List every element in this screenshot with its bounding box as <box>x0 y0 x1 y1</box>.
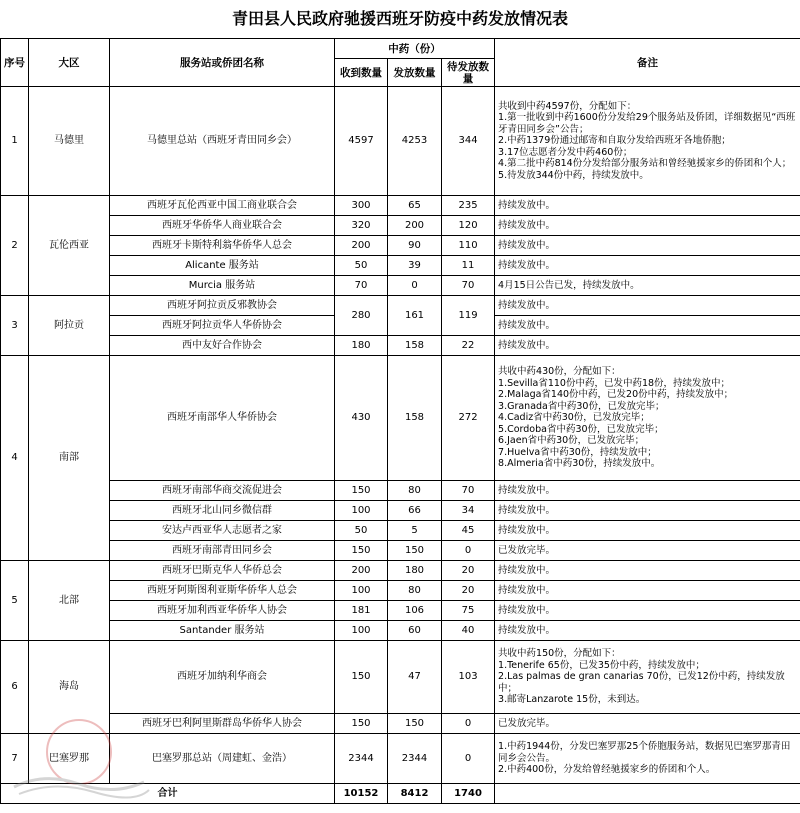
distributed-cell: 4253 <box>388 87 442 196</box>
pending-cell: 22 <box>442 336 495 356</box>
table-row <box>1 216 800 236</box>
remarks-line: 3.17位志愿者分发中药460份； <box>498 146 633 158</box>
station-cell: 西中友好合作协会 <box>110 336 335 356</box>
station-cell: 西班牙阿拉贡华人华侨协会 <box>110 316 335 336</box>
table-row <box>1 541 800 561</box>
total-distributed: 8412 <box>388 784 442 804</box>
distribution-table <box>0 38 800 804</box>
pending-cell: 0 <box>442 541 495 561</box>
remarks-cell: 持续发放中。 <box>495 196 800 216</box>
station-cell: 西班牙加纳利华商会 <box>110 641 335 714</box>
header-received: 收到数量 <box>335 59 388 87</box>
distributed-cell: 161 <box>388 296 442 336</box>
distributed-cell: 80 <box>388 581 442 601</box>
header-station: 服务站或侨团名称 <box>110 39 335 87</box>
distributed-cell: 2344 <box>388 734 442 784</box>
station-cell: 西班牙南部青田同乡会 <box>110 541 335 561</box>
seq-cell: 1 <box>1 87 29 196</box>
remarks-cell: 4月15日公告已发，持续发放中。 <box>495 276 800 296</box>
received-cell: 100 <box>335 501 388 521</box>
remarks-line: 2.中药400份，分发给曾经驰援家乡的侨团和个人。 <box>498 764 716 776</box>
pending-cell: 70 <box>442 481 495 501</box>
received-cell: 4597 <box>335 87 388 196</box>
pending-cell: 0 <box>442 734 495 784</box>
received-cell: 200 <box>335 236 388 256</box>
remarks-line: 2.中药1379份通过邮寄和自取分发给西班牙各地侨胞； <box>498 135 731 147</box>
remarks-cell <box>495 356 800 481</box>
remarks-cell: 已发放完毕。 <box>495 541 800 561</box>
station-cell: 西班牙北山同乡微信群 <box>110 501 335 521</box>
distributed-cell: 39 <box>388 256 442 276</box>
header-row <box>1 39 800 59</box>
remarks-line: 3.Granada省中药30份，已发放完毕； <box>498 400 665 412</box>
remarks-cell: 持续发放中。 <box>495 521 800 541</box>
remarks-cell: 持续发放中。 <box>495 256 800 276</box>
station-cell: 西班牙卡斯特利翁华侨华人总会 <box>110 236 335 256</box>
distributed-cell: 180 <box>388 561 442 581</box>
station-cell: 西班牙阿斯图利亚斯华侨华人总会 <box>110 581 335 601</box>
remarks-line: 5.Cordoba省中药30份，已发放完毕； <box>498 423 664 435</box>
pending-cell: 20 <box>442 561 495 581</box>
pending-cell: 45 <box>442 521 495 541</box>
table-row <box>1 601 800 621</box>
total-label: 合计 <box>1 784 335 804</box>
table-row <box>1 87 800 196</box>
distributed-cell: 106 <box>388 601 442 621</box>
region-cell: 海岛 <box>29 641 110 734</box>
region-cell: 瓦伦西亚 <box>29 196 110 296</box>
station-cell: Murcia 服务站 <box>110 276 335 296</box>
received-cell: 180 <box>335 336 388 356</box>
header-medicine: 中药（份） <box>335 39 495 59</box>
remarks-line: 1.中药1944份，分发巴塞罗那25个侨胞服务站，数据见巴塞罗那青田同乡会公告。 <box>498 741 791 764</box>
remarks-cell: 持续发放中。 <box>495 481 800 501</box>
remarks-cell <box>495 641 800 714</box>
received-cell: 150 <box>335 481 388 501</box>
pending-cell: 235 <box>442 196 495 216</box>
pending-cell: 272 <box>442 356 495 481</box>
remarks-cell: 持续发放中。 <box>495 316 800 336</box>
station-cell: 西班牙巴斯克华人华侨总会 <box>110 561 335 581</box>
remarks-line: 共收中药150份，分配如下： <box>498 648 621 660</box>
distributed-cell: 80 <box>388 481 442 501</box>
station-cell: 巴塞罗那总站（周建虹、金浩） <box>110 734 335 784</box>
distributed-cell: 158 <box>388 336 442 356</box>
total-received: 10152 <box>335 784 388 804</box>
received-cell: 150 <box>335 541 388 561</box>
station-cell: 西班牙华侨华人商业联合会 <box>110 216 335 236</box>
distributed-cell: 150 <box>388 541 442 561</box>
remarks-line: 6.Jaen省中药30份，已发放完毕； <box>498 435 645 447</box>
distributed-cell: 150 <box>388 714 442 734</box>
region-cell: 阿拉贡 <box>29 296 110 356</box>
distributed-cell: 0 <box>388 276 442 296</box>
header-distributed: 发放数量 <box>388 59 442 87</box>
pending-cell: 120 <box>442 216 495 236</box>
station-cell: 西班牙加利西亚华侨华人协会 <box>110 601 335 621</box>
region-cell: 马德里 <box>29 87 110 196</box>
remarks-line: 8.Almeria省中药30份，持续发放中。 <box>498 458 661 470</box>
remarks-line: 共收中药430份，分配如下： <box>498 366 621 378</box>
station-cell: 安达卢西亚华人志愿者之家 <box>110 521 335 541</box>
seq-cell: 6 <box>1 641 29 734</box>
remarks-cell: 持续发放中。 <box>495 336 800 356</box>
distributed-cell: 47 <box>388 641 442 714</box>
station-cell: 西班牙阿拉贡反邪教协会 <box>110 296 335 316</box>
pending-cell: 75 <box>442 601 495 621</box>
received-cell: 100 <box>335 581 388 601</box>
remarks-line: 1.Sevilla省110份中药，已发中药18份，持续发放中； <box>498 377 731 389</box>
station-cell: 西班牙南部华商交流促进会 <box>110 481 335 501</box>
remarks-cell: 持续发放中。 <box>495 296 800 316</box>
remarks-line: 4.第二批中药814份分发给部分服务站和曾经驰援家乡的侨团和个人； <box>498 158 792 170</box>
pending-cell: 11 <box>442 256 495 276</box>
header-seq: 序号 <box>1 39 29 87</box>
distributed-cell: 200 <box>388 216 442 236</box>
remarks-cell <box>495 87 800 196</box>
total-row <box>1 784 800 804</box>
station-cell: 西班牙瓦伦西亚中国工商业联合会 <box>110 196 335 216</box>
remarks-cell: 持续发放中。 <box>495 236 800 256</box>
header-pending: 待发放数量 <box>442 59 495 87</box>
distributed-cell: 158 <box>388 356 442 481</box>
distributed-cell: 90 <box>388 236 442 256</box>
total-remarks <box>495 784 800 804</box>
table-row <box>1 521 800 541</box>
remarks-cell: 持续发放中。 <box>495 216 800 236</box>
total-pending: 1740 <box>442 784 495 804</box>
pending-cell: 40 <box>442 621 495 641</box>
remarks-line: 4.Cadiz省中药30份，已发放完毕； <box>498 412 650 424</box>
distributed-cell: 5 <box>388 521 442 541</box>
table-row <box>1 501 800 521</box>
table-row <box>1 641 800 714</box>
received-cell: 181 <box>335 601 388 621</box>
pending-cell: 20 <box>442 581 495 601</box>
pending-cell: 344 <box>442 87 495 196</box>
table-row <box>1 296 800 316</box>
received-cell: 70 <box>335 276 388 296</box>
region-cell: 北部 <box>29 561 110 641</box>
received-cell: 150 <box>335 714 388 734</box>
distributed-cell: 65 <box>388 196 442 216</box>
station-cell: 马德里总站（西班牙青田同乡会） <box>110 87 335 196</box>
seq-cell: 7 <box>1 734 29 784</box>
received-cell: 2344 <box>335 734 388 784</box>
remarks-line: 共收到中药4597份，分配如下： <box>498 100 637 112</box>
seq-cell: 2 <box>1 196 29 296</box>
pending-cell: 103 <box>442 641 495 714</box>
received-cell: 100 <box>335 621 388 641</box>
received-cell: 300 <box>335 196 388 216</box>
pending-cell: 70 <box>442 276 495 296</box>
header-remarks: 备注 <box>495 39 800 87</box>
distributed-cell: 60 <box>388 621 442 641</box>
header-region: 大区 <box>29 39 110 87</box>
table-row <box>1 276 800 296</box>
remarks-line: 1.Tenerife 65份，已发35份中药，持续发放中； <box>498 659 705 671</box>
pending-cell: 119 <box>442 296 495 336</box>
received-cell: 280 <box>335 296 388 336</box>
table-row <box>1 236 800 256</box>
remarks-cell <box>495 734 800 784</box>
table-row <box>1 581 800 601</box>
received-cell: 200 <box>335 561 388 581</box>
table-row <box>1 196 800 216</box>
remarks-line: 2.Malaga省140份中药，已发20份中药，持续发放中； <box>498 389 734 401</box>
region-cell: 巴塞罗那 <box>29 734 110 784</box>
received-cell: 430 <box>335 356 388 481</box>
remarks-cell: 持续发放中。 <box>495 501 800 521</box>
table-row <box>1 714 800 734</box>
remarks-line: 1.第一批收到中药1600份分发给29个服务站及侨团，详细数据见“西班牙青田同乡会”公告； <box>498 112 796 135</box>
page-title: 青田县人民政府驰援西班牙防疫中药发放情况表 <box>231 9 568 28</box>
seq-cell: 5 <box>1 561 29 641</box>
pending-cell: 34 <box>442 501 495 521</box>
received-cell: 50 <box>335 256 388 276</box>
table-row <box>1 336 800 356</box>
received-cell: 320 <box>335 216 388 236</box>
remarks-cell: 已发放完毕。 <box>495 714 800 734</box>
station-cell: 西班牙巴利阿里斯群岛华侨华人协会 <box>110 714 335 734</box>
pending-cell: 0 <box>442 714 495 734</box>
remarks-line: 7.Huelva省中药30份，持续发放中； <box>498 446 657 458</box>
table-row <box>1 481 800 501</box>
remarks-line: 3.邮寄Lanzarote 15份，未到达。 <box>498 694 646 706</box>
remarks-cell: 持续发放中。 <box>495 561 800 581</box>
table-row <box>1 561 800 581</box>
table-row <box>1 256 800 276</box>
remarks-cell: 持续发放中。 <box>495 601 800 621</box>
table-row <box>1 734 800 784</box>
seq-cell: 4 <box>1 356 29 561</box>
received-cell: 150 <box>335 641 388 714</box>
station-cell: 西班牙南部华人华侨协会 <box>110 356 335 481</box>
remarks-line: 2.Las palmas de gran canarias 70份，已发12份中药，持续发放中； <box>498 671 785 694</box>
remarks-cell: 持续发放中。 <box>495 581 800 601</box>
remarks-cell: 持续发放中。 <box>495 621 800 641</box>
distributed-cell: 66 <box>388 501 442 521</box>
pending-cell: 110 <box>442 236 495 256</box>
received-cell: 50 <box>335 521 388 541</box>
station-cell: Alicante 服务站 <box>110 256 335 276</box>
region-cell: 南部 <box>29 356 110 561</box>
remarks-line: 5.待发放344份中药，持续发放中。 <box>498 169 649 181</box>
seq-cell: 3 <box>1 296 29 356</box>
table-row <box>1 621 800 641</box>
station-cell: Santander 服务站 <box>110 621 335 641</box>
table-row <box>1 356 800 481</box>
